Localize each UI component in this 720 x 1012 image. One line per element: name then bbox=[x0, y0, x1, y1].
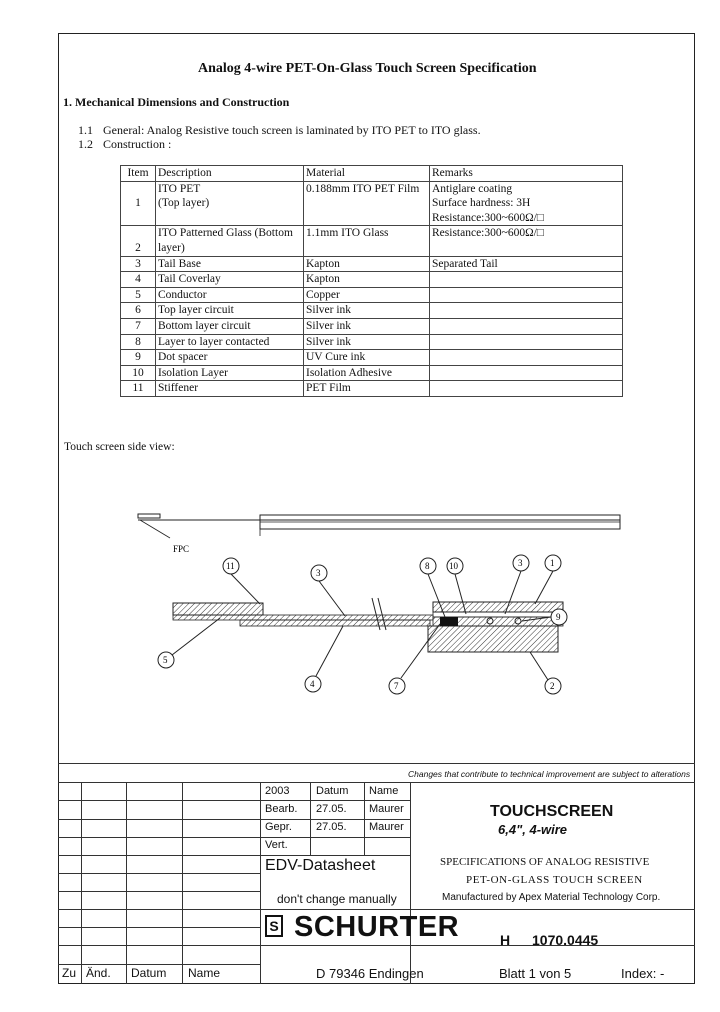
row-item: 2 bbox=[121, 226, 156, 256]
remark-line: Antiglare coating bbox=[432, 182, 513, 195]
row-remarks bbox=[430, 381, 623, 397]
company-logo: SCHURTER bbox=[294, 911, 460, 943]
header-remarks: Remarks bbox=[430, 166, 623, 182]
svg-text:3: 3 bbox=[316, 568, 321, 578]
remark-line: Resistance:300~600Ω/□ bbox=[432, 227, 544, 240]
document-number: 1070.0445 bbox=[532, 932, 599, 948]
sheet-count: Blatt 1 von 5 bbox=[499, 966, 572, 981]
row-material bbox=[304, 181, 430, 226]
svg-text:7: 7 bbox=[394, 681, 399, 691]
schurter-logo-icon: S bbox=[265, 915, 283, 937]
table-row bbox=[121, 256, 623, 272]
table-row bbox=[121, 181, 623, 226]
row-item: 10 bbox=[121, 365, 156, 381]
row-description: Conductor bbox=[156, 287, 304, 303]
table-row bbox=[121, 334, 623, 350]
desc-line: ITO PET bbox=[158, 182, 201, 195]
zu-label: Zu bbox=[62, 966, 77, 980]
row-description: Layer to layer contacted bbox=[156, 334, 304, 350]
row-material: Silver ink bbox=[304, 318, 430, 334]
product-variant: 6,4", 4-wire bbox=[498, 822, 568, 837]
company-address: D 79346 Endingen bbox=[316, 966, 424, 981]
gepr-date: 27.05. bbox=[316, 821, 347, 833]
callout-3a bbox=[311, 565, 345, 616]
row-item: 11 bbox=[121, 381, 156, 397]
manufacturer: Manufactured by Apex Material Technology Corp. bbox=[442, 892, 661, 903]
desc-line: layer) bbox=[158, 241, 185, 254]
bearb-name: Maurer bbox=[369, 803, 404, 815]
row-item: 9 bbox=[121, 350, 156, 366]
row-material: Silver ink bbox=[304, 334, 430, 350]
desc-line: (Top layer) bbox=[158, 197, 210, 210]
row-item: 5 bbox=[121, 287, 156, 303]
row-remarks bbox=[430, 350, 623, 366]
table-row bbox=[121, 365, 623, 381]
row-remarks bbox=[430, 287, 623, 303]
callout-1 bbox=[535, 555, 561, 604]
row-remarks bbox=[430, 318, 623, 334]
svg-text:3: 3 bbox=[518, 558, 523, 568]
svg-text:5: 5 bbox=[163, 655, 168, 665]
row-material: Silver ink bbox=[304, 303, 430, 319]
row-material bbox=[304, 226, 430, 256]
header-material: Material bbox=[304, 166, 430, 182]
material-line: 1.1mm ITO Glass bbox=[306, 227, 389, 240]
row-remarks bbox=[430, 226, 623, 256]
gepr-label: Gepr. bbox=[265, 821, 292, 833]
row-remarks: Separated Tail bbox=[430, 256, 623, 272]
callout-7 bbox=[389, 624, 440, 694]
bearb-date: 27.05. bbox=[316, 803, 347, 815]
svg-text:9: 9 bbox=[556, 612, 561, 622]
table-row bbox=[121, 226, 623, 256]
table-row bbox=[121, 272, 623, 288]
fpc-label: FPC bbox=[173, 544, 190, 554]
table-row bbox=[121, 287, 623, 303]
callout-4 bbox=[305, 626, 343, 692]
row-item: 7 bbox=[121, 318, 156, 334]
row-description: Stiffener bbox=[156, 381, 304, 397]
callout-5 bbox=[158, 618, 220, 668]
spec-line-2: PET-ON-GLASS TOUCH SCREEN bbox=[466, 874, 643, 886]
remark-line: Surface hardness: 3H bbox=[432, 197, 531, 210]
row-material: Kapton bbox=[304, 272, 430, 288]
spec-line-1: SPECIFICATIONS OF ANALOG RESISTIVE bbox=[440, 856, 650, 868]
item-1-2-number: 1.2 bbox=[78, 137, 93, 151]
row-description: Tail Coverlay bbox=[156, 272, 304, 288]
change-notice: Changes that contribute to technical improvement are subject to alterations bbox=[408, 769, 691, 779]
item-1-2-text: Construction : bbox=[103, 137, 172, 151]
product-name: TOUCHSCREEN bbox=[490, 803, 614, 820]
row-item: 3 bbox=[121, 256, 156, 272]
row-material: Isolation Adhesive bbox=[304, 365, 430, 381]
row-description: Tail Base bbox=[156, 256, 304, 272]
material-line: 0.188mm ITO PET Film bbox=[306, 182, 420, 195]
row-description bbox=[156, 226, 304, 256]
table-header-row bbox=[121, 166, 623, 182]
row-remarks bbox=[430, 334, 623, 350]
svg-text:10: 10 bbox=[449, 561, 458, 571]
row-remarks bbox=[430, 272, 623, 288]
row-remarks bbox=[430, 365, 623, 381]
svg-text:4: 4 bbox=[310, 679, 315, 689]
row-description bbox=[156, 181, 304, 226]
item-1-1-text: General: Analog Resistive touch screen is laminated by ITO PET to ITO glass. bbox=[103, 123, 481, 137]
name-label: Name bbox=[188, 966, 221, 980]
table-row bbox=[121, 303, 623, 319]
header-item: Item bbox=[121, 166, 156, 182]
construction-table bbox=[120, 165, 623, 397]
row-material: Kapton bbox=[304, 256, 430, 272]
dont-change-note: don't change manually bbox=[277, 892, 397, 906]
edv-datasheet: EDV-Datasheet bbox=[265, 857, 376, 874]
callout-11 bbox=[223, 558, 260, 604]
year: 2003 bbox=[265, 785, 290, 797]
row-description: Bottom layer circuit bbox=[156, 318, 304, 334]
desc-line: ITO Patterned Glass (Bottom bbox=[158, 227, 293, 240]
section-heading: 1. Mechanical Dimensions and Construction bbox=[63, 95, 290, 109]
table-row bbox=[121, 318, 623, 334]
row-item: 6 bbox=[121, 303, 156, 319]
datum-label: Datum bbox=[131, 966, 167, 980]
side-view-diagram bbox=[60, 500, 660, 700]
row-remarks bbox=[430, 181, 623, 226]
svg-text:2: 2 bbox=[550, 681, 555, 691]
document-title: Analog 4-wire PET-On-Glass Touch Screen Specification bbox=[198, 61, 537, 76]
row-remarks bbox=[430, 303, 623, 319]
row-item: 4 bbox=[121, 272, 156, 288]
row-material: Copper bbox=[304, 287, 430, 303]
name-header: Name bbox=[369, 785, 399, 797]
svg-text:8: 8 bbox=[425, 561, 430, 571]
item-1-1-number: 1.1 bbox=[78, 123, 93, 137]
overview-drawing bbox=[138, 514, 620, 554]
bearb-label: Bearb. bbox=[265, 803, 298, 815]
row-description: Top layer circuit bbox=[156, 303, 304, 319]
cross-section-drawing bbox=[173, 598, 563, 652]
row-material: PET Film bbox=[304, 381, 430, 397]
row-item: 8 bbox=[121, 334, 156, 350]
gepr-name: Maurer bbox=[369, 821, 404, 833]
svg-text:1: 1 bbox=[550, 558, 555, 568]
table-row bbox=[121, 350, 623, 366]
datum-header: Datum bbox=[316, 785, 349, 797]
h-label: H bbox=[500, 932, 511, 948]
table-row bbox=[121, 381, 623, 397]
and-label: Änd. bbox=[86, 966, 111, 980]
remark-line: Resistance:300~600Ω/□ bbox=[432, 211, 544, 224]
header-description: Description bbox=[156, 166, 304, 182]
desc-line bbox=[158, 211, 301, 226]
vert-label: Vert. bbox=[265, 839, 288, 851]
svg-text:11: 11 bbox=[226, 561, 235, 571]
side-view-label: Touch screen side view: bbox=[64, 441, 175, 453]
row-item: 1 bbox=[121, 181, 156, 226]
row-description: Isolation Layer bbox=[156, 365, 304, 381]
row-description: Dot spacer bbox=[156, 350, 304, 366]
row-material: UV Cure ink bbox=[304, 350, 430, 366]
index: Index: - bbox=[621, 966, 665, 981]
callout-2 bbox=[530, 652, 561, 694]
title-block bbox=[58, 763, 695, 984]
